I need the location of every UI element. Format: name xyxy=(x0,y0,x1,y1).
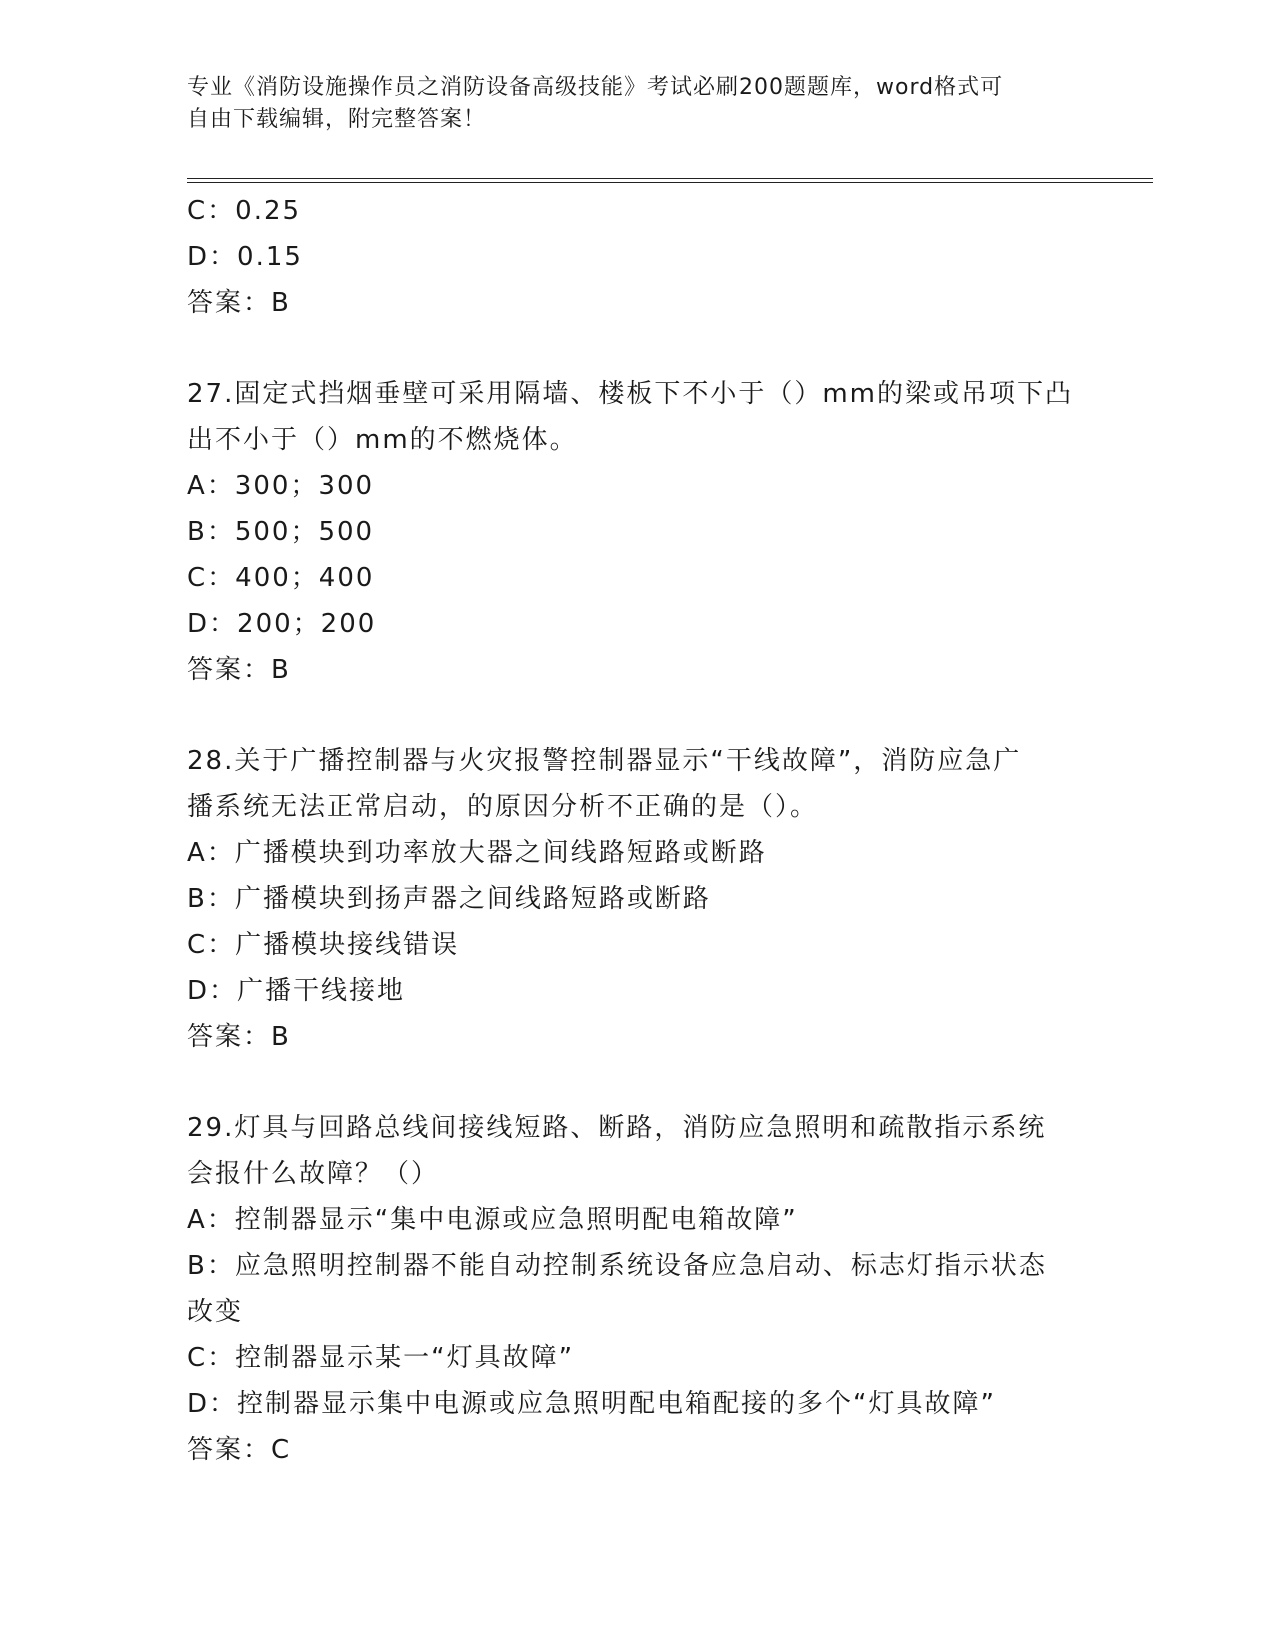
header-divider xyxy=(187,178,1153,183)
option-c: C：0.25 xyxy=(187,196,302,226)
option-b-cont: 改变 xyxy=(187,1297,244,1327)
option-d: D：控制器显示集中电源或应急照明配电箱配接的多个“灯具故障” xyxy=(187,1389,996,1419)
answer-line: 答案：C xyxy=(187,1435,292,1465)
answer-line: 答案：B xyxy=(187,1022,291,1052)
option-c: C：400；400 xyxy=(187,563,375,593)
option-c: C：广播模块接线错误 xyxy=(187,930,460,960)
answer-line: 答案：B xyxy=(187,288,291,318)
document-header xyxy=(187,72,1087,136)
question-stem-cont: 播系统无法正常启动，的原因分析不正确的是（）。 xyxy=(187,792,819,822)
option-b: B：应急照明控制器不能自动控制系统设备应急启动、标志灯指示状态 xyxy=(187,1251,1047,1281)
question-stem-cont: 出不小于（）mm的不燃烧体。 xyxy=(187,425,578,455)
question-27 xyxy=(187,371,1087,693)
option-a: A：广播模块到功率放大器之间线路短路或断路 xyxy=(187,838,767,868)
question-stem: 27.固定式挡烟垂壁可采用隔墙、楼板下不小于（）mm的梁或吊项下凸 xyxy=(187,379,1074,409)
question-26-tail xyxy=(187,188,1087,326)
question-stem-cont: 会报什么故障？（） xyxy=(187,1159,440,1189)
question-stem: 29.灯具与回路总线间接线短路、断路，消防应急照明和疏散指示系统 xyxy=(187,1113,1047,1143)
option-b: B：500；500 xyxy=(187,517,375,547)
question-29 xyxy=(187,1105,1087,1473)
option-b: B：广播模块到扬声器之间线路短路或断路 xyxy=(187,884,711,914)
header-line-1: 专业《消防设施操作员之消防设备高级技能》考试必刷200题题库，word格式可 xyxy=(187,75,1004,100)
question-28 xyxy=(187,738,1087,1060)
option-c: C：控制器显示某一“灯具故障” xyxy=(187,1343,575,1373)
answer-line: 答案：B xyxy=(187,655,291,685)
option-a: A：控制器显示“集中电源或应急照明配电箱故障” xyxy=(187,1205,798,1235)
option-a: A：300；300 xyxy=(187,471,375,501)
header-line-2: 自由下载编辑，附完整答案！ xyxy=(187,107,487,132)
option-d: D：0.15 xyxy=(187,242,303,272)
question-stem: 28.关于广播控制器与火灾报警控制器显示“干线故障”，消防应急广 xyxy=(187,746,1022,776)
option-d: D：广播干线接地 xyxy=(187,976,406,1006)
question-list xyxy=(187,188,1087,1473)
option-d: D：200；200 xyxy=(187,609,377,639)
